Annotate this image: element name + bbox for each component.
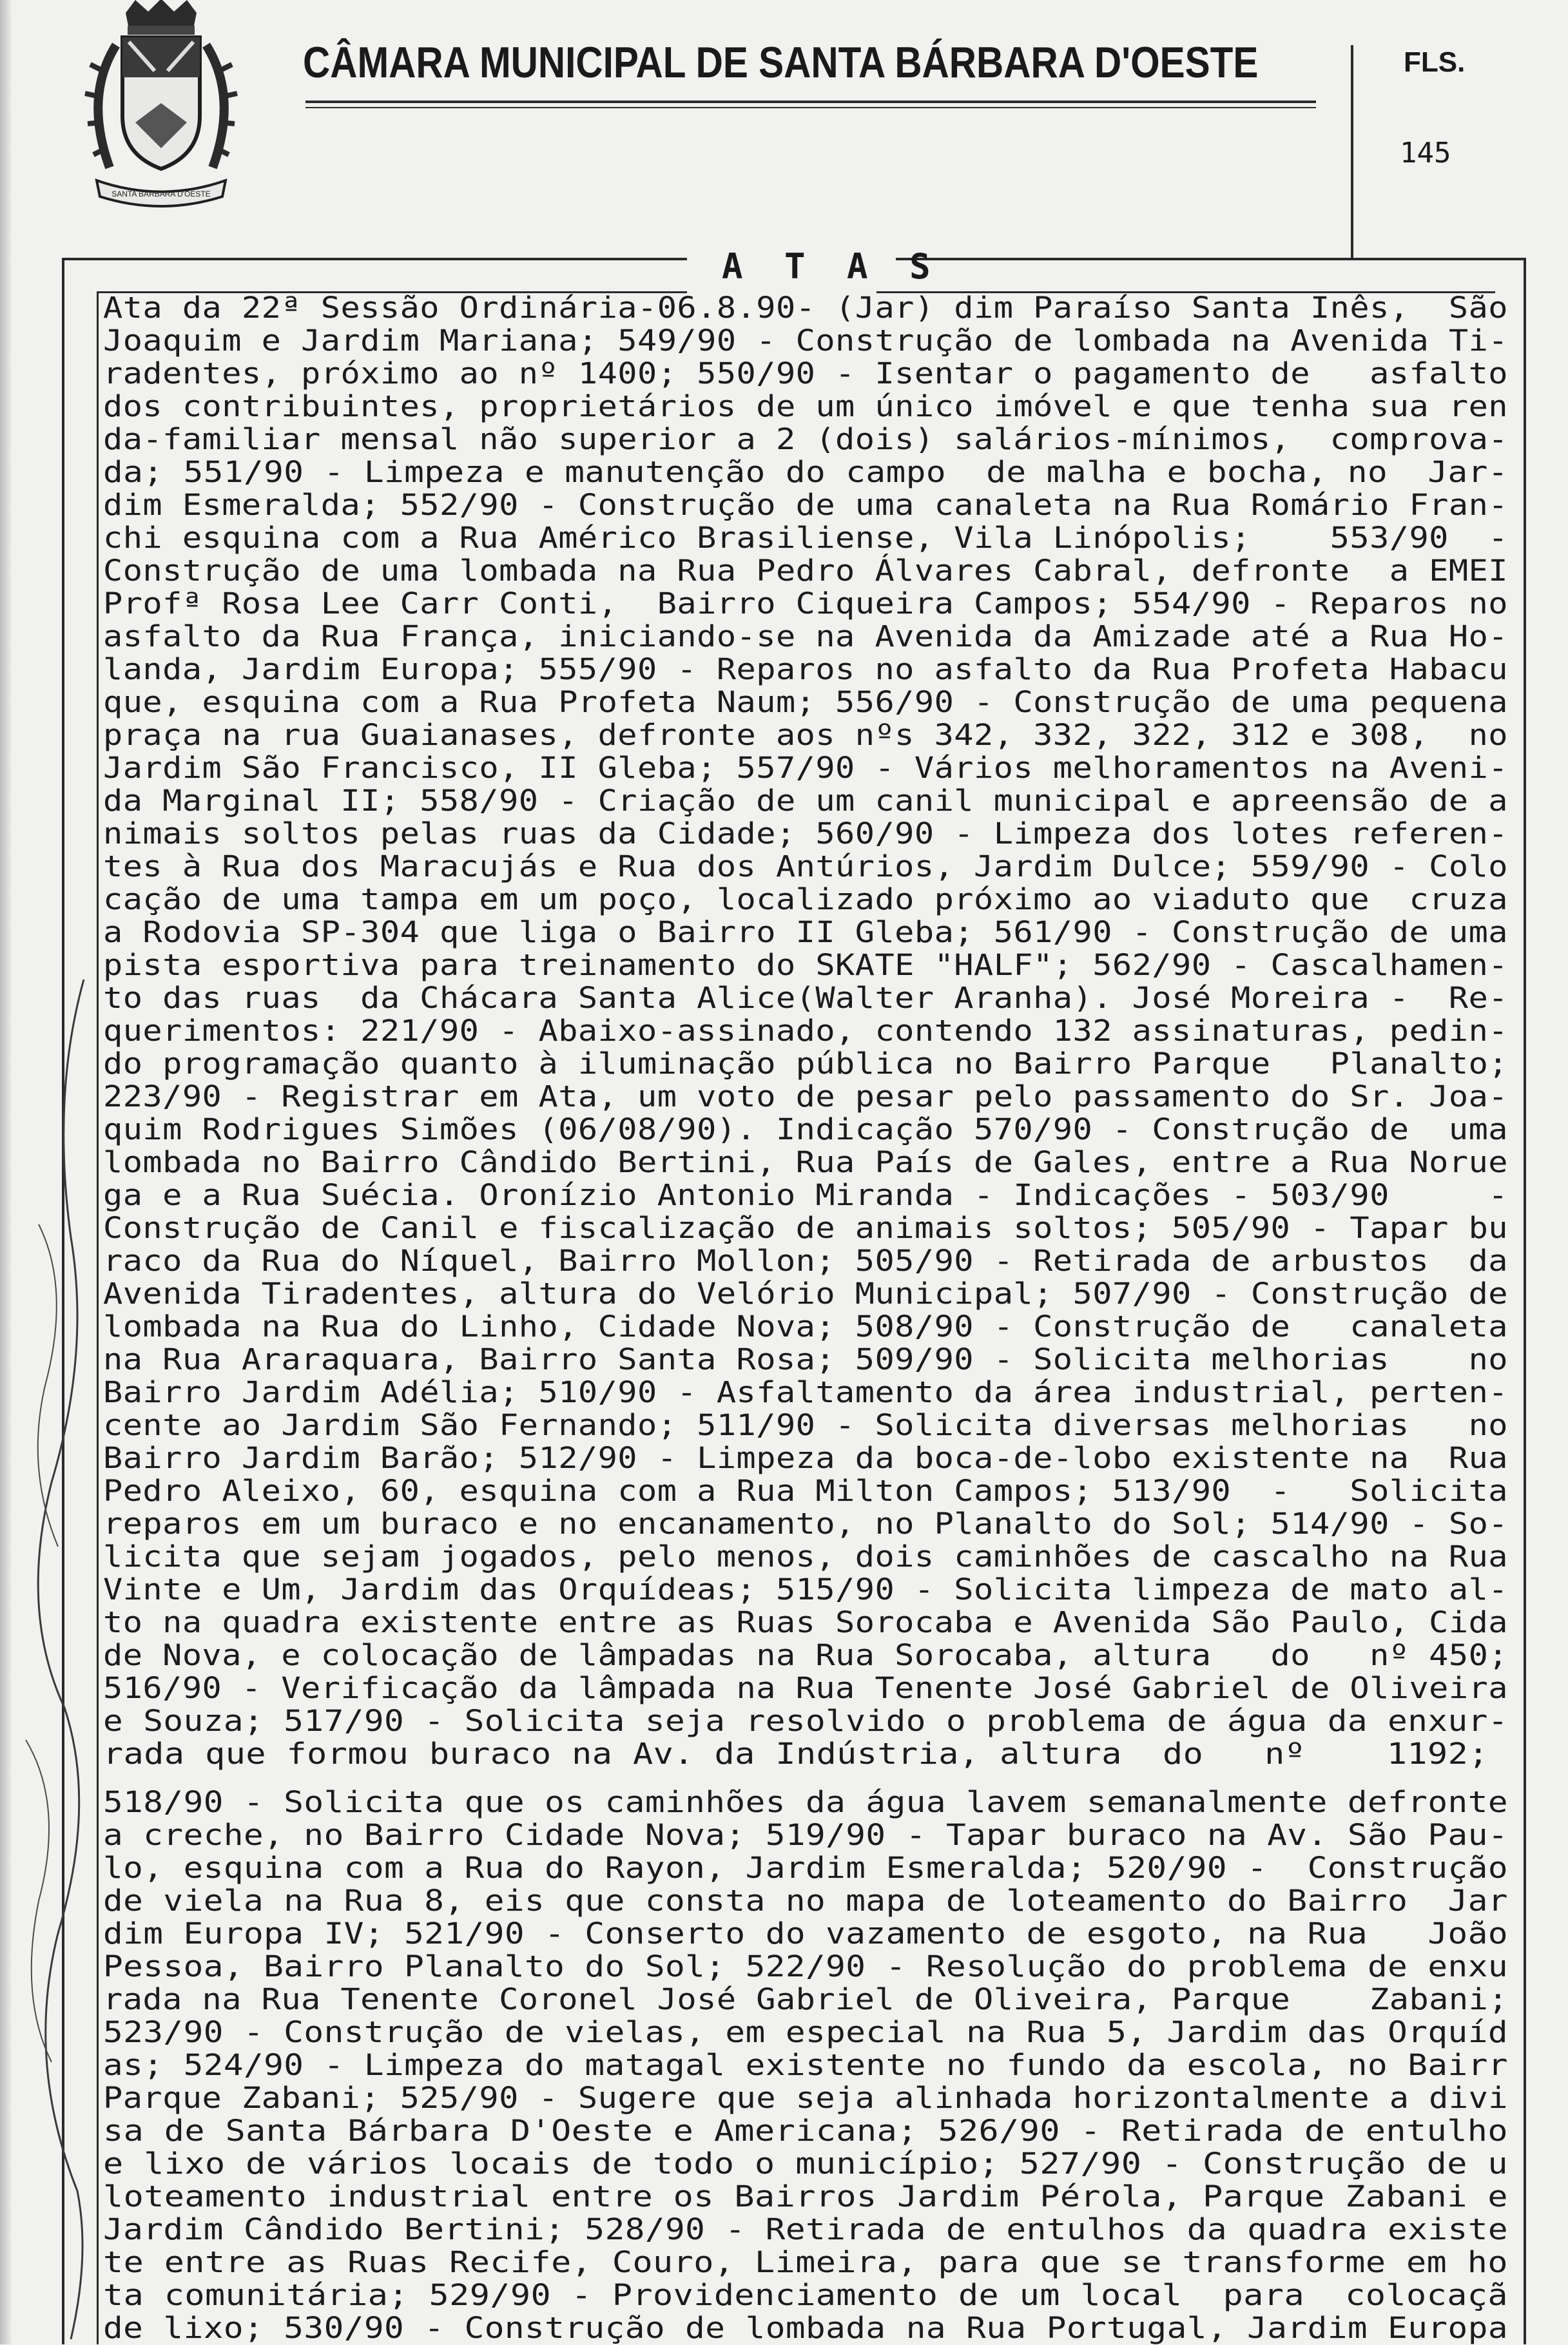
text-line [103,719,1508,751]
text-line-content: Bairro Jardim Barão; 512/90 - Limpeza da boca-de-lobo existente na Rua [103,1441,1508,1475]
text-line-content: lombada no Bairro Cândido Bertini, Rua País de Gales, entre a Rua Norue [103,1145,1508,1179]
text-line [103,357,1508,390]
text-line-content: quim Rodrigues Simões (06/08/90). Indicação 570/90 - Construção de uma [103,1112,1508,1146]
text-line [103,850,1508,883]
text-line [103,456,1508,488]
text-line [103,2081,1508,2114]
text-line [103,784,1508,817]
text-line-content: loteamento industrial entre os Bairros Jardim Pérola, Parque Zabani e [103,2179,1508,2214]
text-line-content: sa de Santa Bárbara D'Oeste e Americana; 526/90 - Retirada de entulho [103,2114,1508,2148]
text-line-content: de viela na Rua 8, eis que consta no mapa de loteamento do Bairro Jar [103,1884,1508,1918]
text-line-content: de lixo; 530/90 - Construção de lombada na Rua Portugal, Jardim Europa [103,2311,1508,2345]
text-line-content: dos contribuintes, proprietários de um único imóvel e que tenha sua ren [103,389,1508,423]
text-line-content: to na quadra existente entre as Ruas Sorocaba e Avenida São Paulo, Cida [103,1605,1508,1639]
text-line-content: ta comunitária; 529/90 - Providenciamento de um local para colocaçã [103,2278,1508,2312]
frame-top-right [896,258,1526,260]
text-line-content: pista esportiva para treinamento do SKATE "HALF"; 562/90 - Cascalhamen- [103,948,1508,982]
text-line-content: lo, esquina com a Rua do Rayon, Jardim Esmeralda; 520/90 - Construção [103,1851,1508,1885]
text-line-content: querimentos: 221/90 - Abaixo-assinado, contendo 132 assinaturas, pedin- [103,1014,1508,1048]
text-line [103,620,1508,653]
frame-right [1524,258,1526,2344]
text-line [103,390,1508,423]
text-line-content: praça na rua Guaianases, defronte aos nºs 342, 332, 322, 312 e 308, no [103,718,1508,752]
header-rule [305,101,1316,103]
text-line [103,1819,1508,1851]
header-rule-secondary [305,107,1316,108]
text-line-content: Jardim São Francisco, II Gleba; 557/90 - Vários melhoramentos na Aveni- [103,751,1508,785]
text-line [103,1606,1508,1639]
text-line-content: Pessoa, Bairro Planalto do Sol; 522/90 - Resolução do problema de enxu [103,1949,1508,1983]
text-line [103,2180,1508,2213]
text-line [103,1704,1508,1737]
text-line-content: a creche, no Bairro Cidade Nova; 519/90 - Tapar buraco na Av. São Pau- [103,1818,1508,1852]
text-line [103,1672,1508,1704]
frame-top-left [62,258,687,260]
text-line-content: asfalto da Rua França, iniciando-se na Avenida da Amizade até a Rua Ho- [103,619,1508,653]
text-line-content: cação de uma tampa em um poço, localizado próximo ao viaduto que cruza [103,882,1508,916]
text-line-content: e lixo de vários locais de todo o município; 527/90 - Construção de u [103,2147,1508,2181]
text-line [103,1080,1508,1113]
page-edge [0,0,12,2344]
text-line [103,1442,1508,1474]
text-line-content: dim Esmeralda; 552/90 - Construção de uma canaleta na Rua Romário Fran- [103,488,1508,522]
header-divider [1351,45,1353,258]
text-line [103,2114,1508,2147]
text-line-content: Avenida Tiradentes, altura do Velório Municipal; 507/90 - Construção de [103,1277,1508,1311]
text-line-content: de Nova, e colocação de lâmpadas na Rua Sorocaba, altura do nº 450; [103,1638,1508,1672]
text-line-content: da-familiar mensal não superior a 2 (dois) salários-mínimos, comprova- [103,422,1508,456]
text-line [103,1474,1508,1507]
text-line-content: Construção de uma lombada na Rua Pedro Álvares Cabral, defronte a EMEI [103,554,1508,588]
text-line-content: Jardim Cândido Bertini; 528/90 - Retirada de entulhos da quadra existe [103,2212,1508,2246]
text-line-content: Ata da 22ª Sessão Ordinária-06.8.90- (Jar) dim Paraíso Santa Inês, São [103,291,1508,325]
minutes-body [103,291,1508,2344]
text-line [103,1737,1508,1770]
text-line-content: lombada na Rua do Linho, Cidade Nova; 508/90 - Construção de canaleta [103,1309,1508,1344]
text-line-content: to das ruas da Chácara Santa Alice(Walter Aranha). José Moreira - Re- [103,981,1508,1015]
text-line [103,1047,1508,1080]
text-line-content: e Souza; 517/90 - Solicita seja resolvido o problema de água da enxur- [103,1704,1508,1738]
margin-signature [13,967,110,2344]
text-line-content: Bairro Jardim Adélia; 510/90 - Asfaltamento da área industrial, perten- [103,1375,1508,1409]
text-line-content: nimais soltos pelas ruas da Cidade; 560/90 - Limpeza dos lotes referen- [103,816,1508,851]
text-line [103,1179,1508,1211]
text-line-content: rada que formou buraco na Av. da Indústria, altura do nº 1192; [103,1737,1489,1771]
text-line [103,1639,1508,1672]
text-line-content: Parque Zabani; 525/90 - Sugere que seja alinhada horizontalmente a divi [103,2081,1508,2115]
text-line-content: rada na Rua Tenente Coronel José Gabriel de Oliveira, Parque Zabani; [103,1982,1508,2016]
text-line [103,1573,1508,1606]
text-line-content: na Rua Araraquara, Bairro Santa Rosa; 509/90 - Solicita melhorias no [103,1342,1508,1376]
text-line [103,488,1508,521]
text-line-content: te entre as Ruas Recife, Couro, Limeira, para que se transforme em ho [103,2245,1508,2279]
fls-label: FLS. [1404,46,1466,78]
text-line [103,916,1508,949]
text-line [103,751,1508,784]
text-line [103,1786,1508,1819]
text-line [103,1244,1508,1277]
text-line [103,2246,1508,2279]
text-line [103,653,1508,686]
text-line [103,1014,1508,1047]
text-line-content: dim Europa IV; 521/90 - Conserto do vazamento de esgoto, na Rua João [103,1916,1508,1951]
text-line [103,1540,1508,1573]
page-number: 145 [1400,137,1451,169]
text-line [103,981,1508,1014]
text-line-content: da; 551/90 - Limpeza e manutenção do campo de malha e bocha, no Jar- [103,455,1508,489]
text-line [103,1376,1508,1409]
text-line-content: radentes, próximo ao nº 1400; 550/90 - Isentar o pagamento de asfalto [103,356,1508,391]
text-line [103,883,1508,916]
coat-of-arms-icon [64,0,258,219]
crest-motto: SANTA BÁRBARA D'OESTE [111,189,211,198]
text-line-content: Vinte e Um, Jardim das Orquídeas; 515/90 - Solicita limpeza de mato al- [103,1572,1508,1607]
text-line [103,1770,1508,1786]
text-line [103,1507,1508,1540]
text-line [103,521,1508,554]
text-line [103,423,1508,456]
text-line [103,1146,1508,1179]
text-line [103,1211,1508,1244]
text-line-content: Profª Rosa Lee Carr Conti, Bairro Ciqueira Campos; 554/90 - Reparos no [103,586,1508,621]
text-line-content: tes à Rua dos Maracujás e Rua dos Antúrios, Jardim Dulce; 559/90 - Colo [103,849,1508,883]
text-line [103,2016,1508,2049]
text-line-content: cente ao Jardim São Fernando; 511/90 - Solicita diversas melhorias no [103,1408,1508,1442]
text-line-content: ga e a Rua Suécia. Oronízio Antonio Miranda - Indicações - 503/90 - [103,1178,1508,1212]
text-line [103,1277,1508,1310]
text-line-content: landa, Jardim Europa; 555/90 - Reparos no asfalto da Rua Profeta Habacu [103,652,1508,686]
text-line [103,1310,1508,1343]
text-line [103,2213,1508,2246]
text-line-content: da Marginal II; 558/90 - Criação de um canil municipal e apreensão de a [103,784,1508,818]
text-line-content: Construção de Canil e fiscalização de animais soltos; 505/90 - Tapar bu [103,1211,1508,1245]
text-line-content: do programação quanto à iluminação pública no Bairro Parque Planalto; [103,1047,1508,1081]
text-line-content: que, esquina com a Rua Profeta Naum; 556/90 - Construção de uma pequena [103,685,1508,719]
text-line [103,686,1508,719]
text-line [103,2147,1508,2180]
text-line-content: as; 524/90 - Limpeza do matagal existente no fundo da escola, no Bairr [103,2048,1508,2082]
text-line [103,2311,1508,2344]
text-line [103,2049,1508,2081]
text-line [103,1343,1508,1376]
text-line [103,2279,1508,2311]
text-line-content: 223/90 - Registrar em Ata, um voto de pesar pelo passamento do Sr. Joa- [103,1079,1508,1114]
text-line-content: Pedro Aleixo, 60, esquina com a Rua Milton Campos; 513/90 - Solicita [103,1474,1508,1508]
text-line [103,1884,1508,1917]
text-line [103,1917,1508,1950]
text-line [103,324,1508,357]
text-line [103,291,1508,324]
text-line-content: 523/90 - Construção de vielas, em especial na Rua 5, Jardim das Orquíd [103,2015,1508,2049]
text-line [103,1113,1508,1146]
text-line [103,949,1508,981]
text-line [103,587,1508,620]
text-line-content: raco da Rua do Níquel, Bairro Mollon; 505/90 - Retirada de arbustos da [103,1244,1508,1278]
text-line-content: 516/90 - Verificação da lâmpada na Rua Tenente José Gabriel de Oliveira [103,1671,1508,1705]
text-line-content: reparos em um buraco e no encanamento, no Planalto do Sol; 514/90 - So- [103,1507,1508,1541]
text-line [103,1950,1508,1983]
text-line-content: chi esquina com a Rua Américo Brasiliense, Vila Linópolis; 553/90 - [103,521,1508,555]
text-line [103,1983,1508,2016]
section-title: A T A S [722,246,941,287]
institution-name: CÂMARA MUNICIPAL DE SANTA BÁRBARA D'OESTE [303,38,1259,87]
text-line [103,1409,1508,1442]
text-line [103,1851,1508,1884]
text-line-content: a Rodovia SP-304 que liga o Bairro II Gleba; 561/90 - Construção de uma [103,915,1508,949]
text-line [103,817,1508,850]
text-line-content: licita que sejam jogados, pelo menos, dois caminhões de cascalho na Rua [103,1539,1508,1574]
text-line [103,554,1508,587]
text-line-content: 518/90 - Solicita que os caminhões da água lavem semanalmente defronte [103,1785,1508,1819]
text-line-content: Joaquim e Jardim Mariana; 549/90 - Construção de lombada na Avenida Ti- [103,323,1508,358]
